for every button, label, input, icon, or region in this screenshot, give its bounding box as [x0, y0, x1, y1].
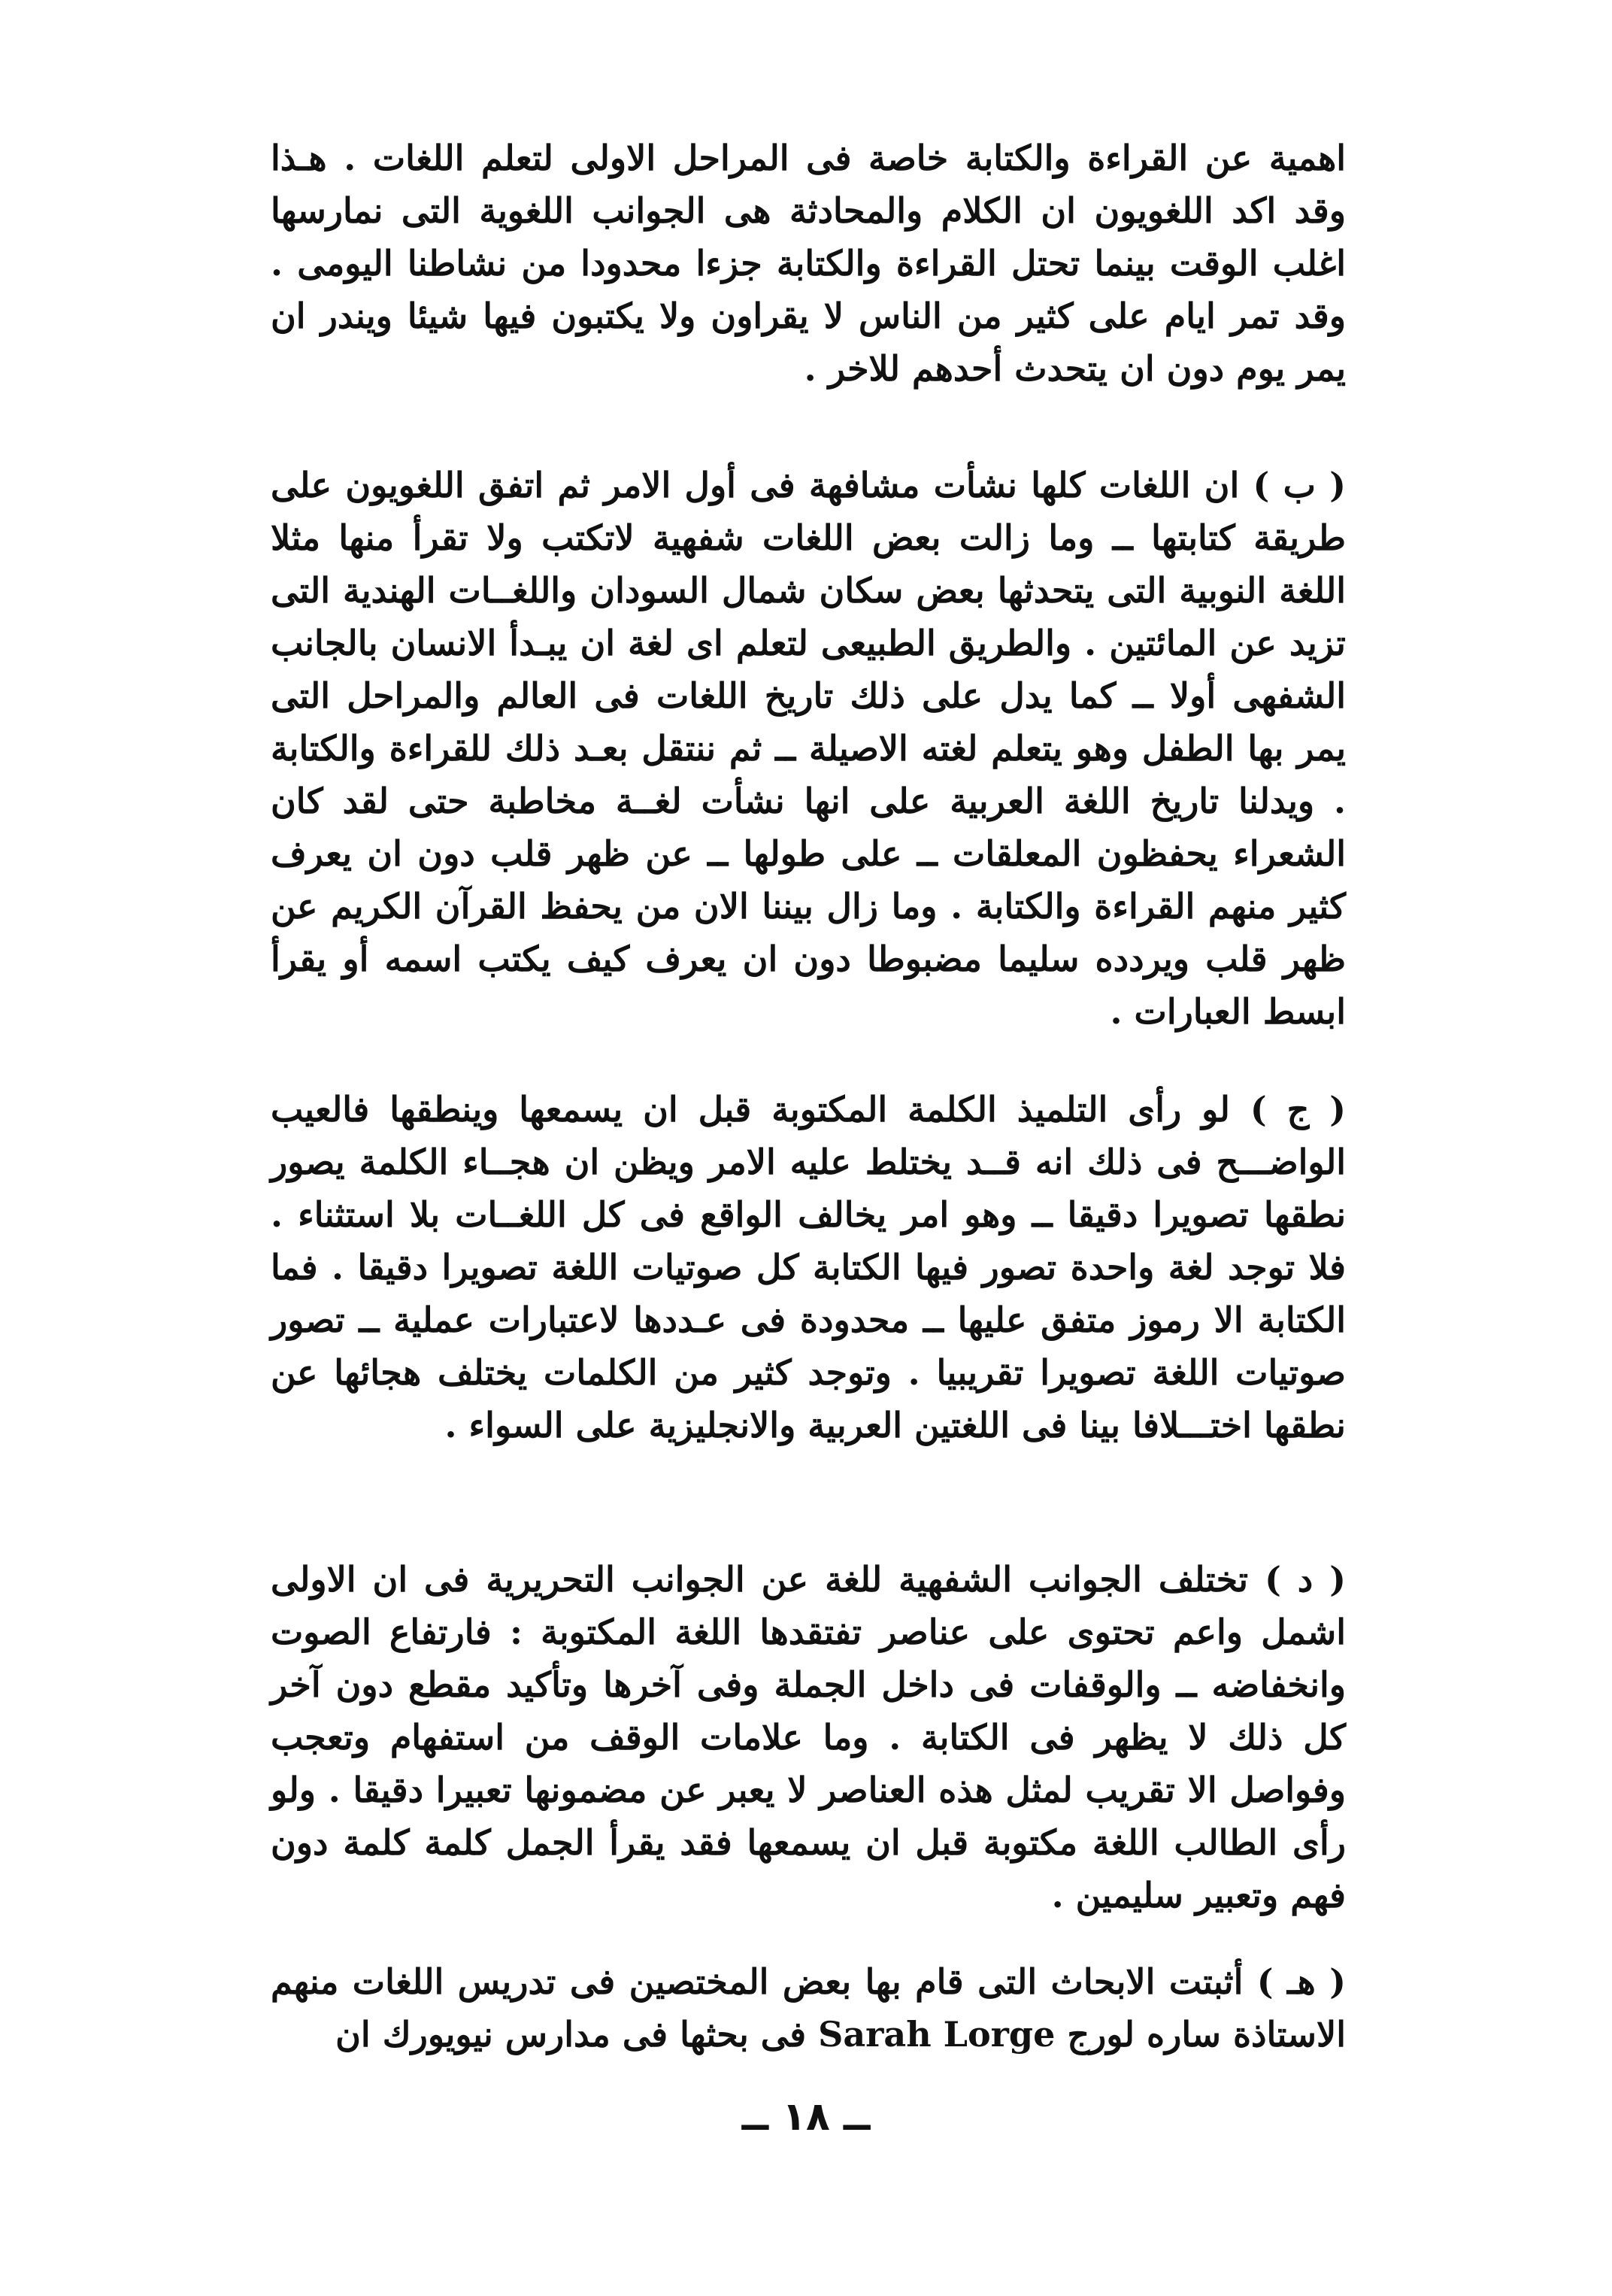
paragraph-b: ( ب ) ان اللغات كلها نشأت مشافهة فى أول الامر ثم اتفق اللغويون على طريقة كتابتها ــ وما زالت بعض اللغات شفهية لاتكتب ولا تقرأ منها مثلا اللغة النوبية التى يتحدثها بعض سكان شمال السودان واللغــات الهندية التى تزيد عن المائتين . والطريق الطبيعى لتعلم اى لغة ان يبـدأ الانسان بالجانب الشفهى أولا ــ كما يدل على ذلك تاريخ اللغات فى العالم والمراحل التى يمر بها الطفل وهو يتعلم لغته الاصيلة ــ ثم ننتقل بعـد ذلك للقراءة والكتابة . ويدلنا تاريخ اللغة العربية على انها نشأت لغــة مخاطبة حتى لقد كان الشعراء يحفظون المعلقات ــ على طولها ــ عن ظهر قلب دون ان يعرف كثير منهم القراءة والكتابة . وما زال بيننا الان من يحفظ القرآن الكريم عن ظهر قلب ويردده سليما مضبوطا دون ان يعرف كيف يكتب اسمه أو يقرأ ابسط العبارات .	[271, 465, 1346, 1032]
paragraph-c: ( ج ) لو رأى التلميذ الكلمة المكتوبة قبل ان يسمعها وينطقها فالعيب الواضـــح فى ذلك انه قــد يختلط عليه الامر ويظن ان هجــاء الكلمة يصور نطقها تصويرا دقيقا ــ وهو امر يخالف الواقع فى كل اللغــات بلا استثناء . فلا توجد لغة واحدة تصور فيها الكتابة كل صوتيات اللغة تصويرا دقيقا . فما الكتابة الا رموز متفق عليها ــ محدودة فى عـددها لاعتبارات عملية ــ تصور صوتيات اللغة تصويرا تقريبيا . وتوجد كثير من الكلمات يختلف هجائها عن نطقها اختـــلافا بينا فى اللغتين العربية والانجليزية على السواء .	[271, 1089, 1346, 1445]
paragraph-intro: اهمية عن القراءة والكتابة خاصة فى المراحل الاولى لتعلم اللغات . هـذا وقد اكد اللغويون ان الكلام والمحادثة هى الجوانب اللغوية التى نمارسها اغلب الوقت بينما تحتل القراءة والكتابة جزءا محدودا من نشاطنا اليومى . وقد تمر ايام على كثير من الناس لا يقراون ولا يكتبون فيها شيئا ويندر ان يمر يوم دون ان يتحدث أحدهم للاخر .	[271, 138, 1346, 389]
page-number: ــ ١٨ ــ	[741, 2094, 871, 2140]
paragraph-d: ( د ) تختلف الجوانب الشفهية للغة عن الجوانب التحريرية فى ان الاولى اشمل واعم تحتوى على عناصر تفتقدها اللغة المكتوبة : فارتفاع الصوت وانخفاضه ــ والوقفات فى داخل الجملة وفى آخرها وتأكيد مقطع دون آخر كل ذلك لا يظهر فى الكتابة . وما علامات الوقف من استفهام وتعجب وفواصل الا تقريب لمثل هذه العناصر لا يعبر عن مضمونها تعبيرا دقيقا . ولو رأى الطالب اللغة مكتوبة قبل ان يسمعها فقد يقرأ الجمل كلمة كلمة دون فهم وتعبير سليمين .	[271, 1559, 1346, 1915]
paragraph-e: ( هـ ) أثبتت الابحاث التى قام بها بعض المختصين فى تدريس اللغات منهم الاستاذة ساره لورج Sarah Lorge فى بحثها فى مدارس نيويورك ان	[271, 1961, 1346, 2055]
